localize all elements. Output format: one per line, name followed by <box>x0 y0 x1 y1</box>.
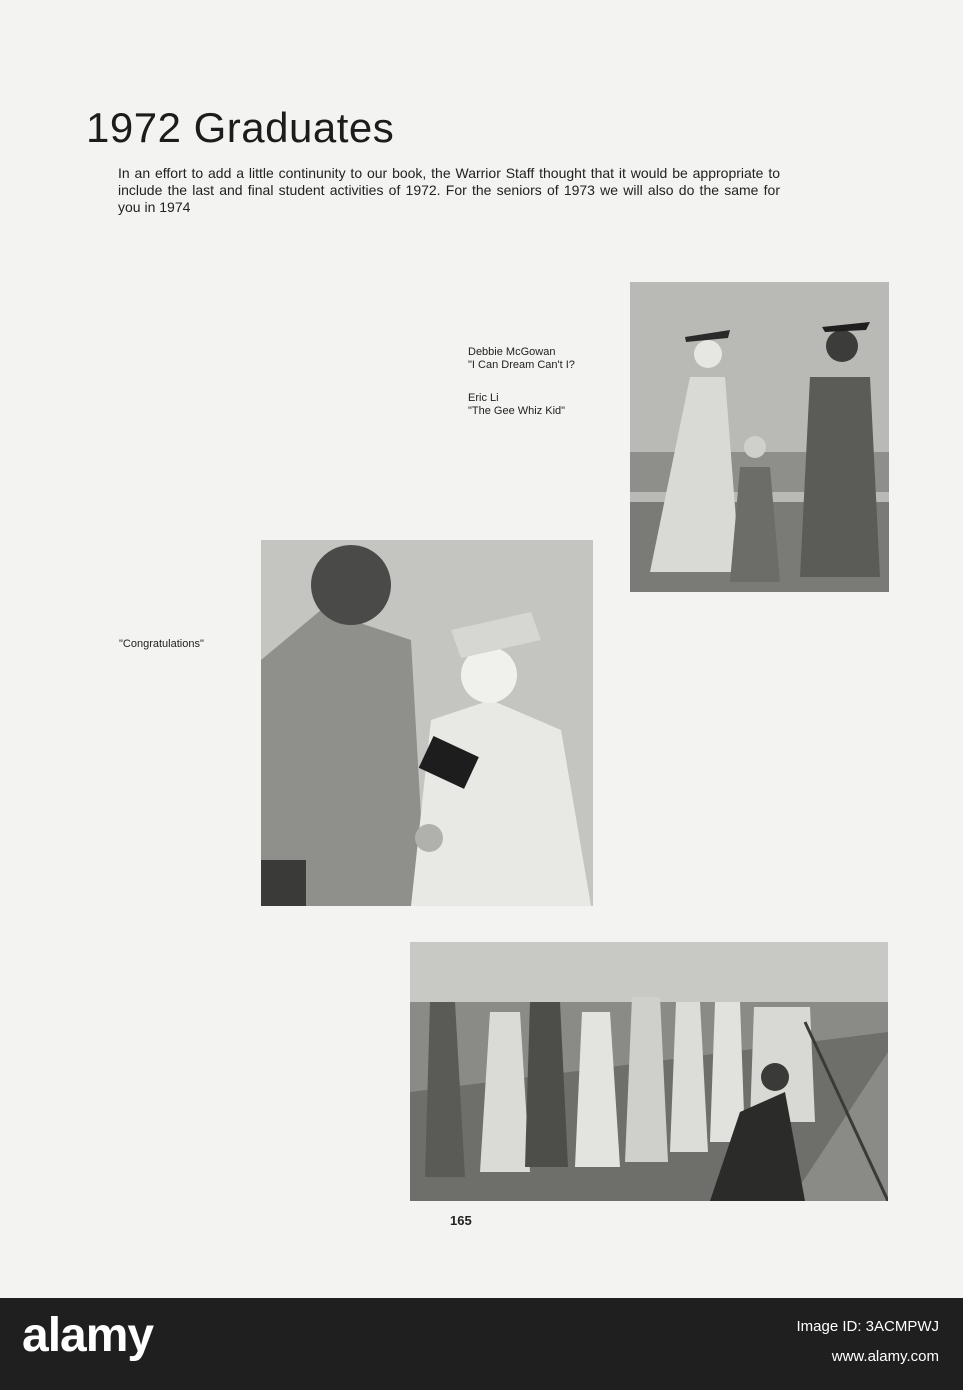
caption-eric <box>468 392 565 418</box>
caption-debbie <box>468 346 575 372</box>
caption-debbie-quote: "I Can Dream Can't I? <box>468 359 575 371</box>
image-id-label: Image ID: 3ACMPWJ <box>796 1318 939 1335</box>
alamy-logo: alamy <box>22 1309 154 1362</box>
photo-handshake <box>261 540 593 906</box>
page-number: 165 <box>450 1213 472 1228</box>
page-title: 1972 Graduates <box>86 104 395 151</box>
caption-eric-quote: "The Gee Whiz Kid" <box>468 405 566 417</box>
alamy-url[interactable]: www.alamy.com <box>831 1348 939 1365</box>
photo-procession <box>410 942 888 1201</box>
intro-paragraph: In an effort to add a little continunity to our book, the Warrior Staff thought that it would be appropriate to include the last and final student activities of 1972. For the seniors of 1973 we will also do the same for you in 1974 <box>118 165 780 215</box>
caption-eric-name: Eric Li <box>468 392 499 404</box>
caption-congratulations: "Congratulations" <box>119 638 204 650</box>
caption-debbie-name: Debbie McGowan <box>468 346 556 358</box>
photo-graduates-standing <box>630 282 889 592</box>
